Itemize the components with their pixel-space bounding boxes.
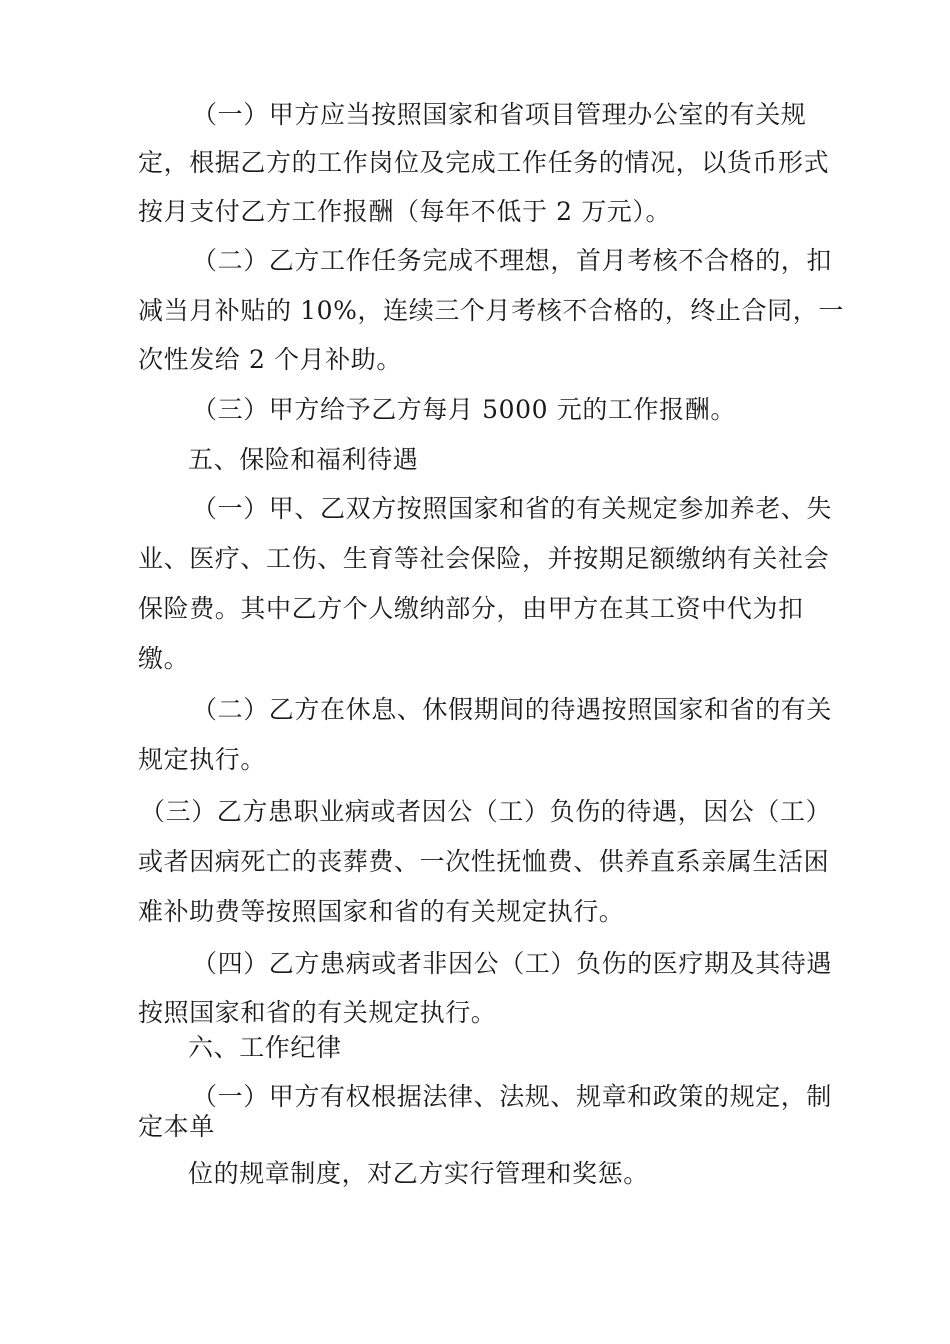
text-line: （三）乙方患职业病或者因公（工）负伤的待遇，因公（工） <box>140 797 832 826</box>
text-line: 定本单 <box>138 1112 215 1141</box>
text-line: 或者因病死亡的丧葬费、一次性抚恤费、供养直系亲属生活困 <box>138 847 830 876</box>
text-line: 定，根据乙方的工作岗位及完成工作任务的情况，以货币形式 <box>138 148 830 177</box>
text-line: 缴。 <box>138 644 190 673</box>
text-line: 次性发给 2 个月补助。 <box>138 345 403 374</box>
text-line: （一）甲方应当按照国家和省项目管理办公室的有关规 <box>192 100 807 129</box>
text-line: 规定执行。 <box>138 745 267 774</box>
section-heading: 五、保险和福利待遇 <box>188 445 419 474</box>
text-line: （一）甲方有权根据法律、法规、规章和政策的规定，制 <box>192 1082 833 1111</box>
text-line: 减当月补贴的 10%，连续三个月考核不合格的，终止合同，一 <box>138 296 844 325</box>
text-line: （四）乙方患病或者非因公（工）负伤的医疗期及其待遇 <box>192 949 833 978</box>
text-line: （三）甲方给予乙方每月 5000 元的工作报酬。 <box>192 395 736 424</box>
text-line: （一）甲、乙双方按照国家和省的有关规定参加养老、失 <box>192 494 833 523</box>
text-line: 难补助费等按照国家和省的有关规定执行。 <box>138 897 625 926</box>
text-line: 业、医疗、工伤、生育等社会保险，并按期足额缴纳有关社会 <box>138 544 830 573</box>
text-line: （二）乙方工作任务完成不理想，首月考核不合格的，扣 <box>192 246 833 275</box>
text-line: 位的规章制度，对乙方实行管理和奖惩。 <box>188 1159 649 1188</box>
text-line: 保险费。其中乙方个人缴纳部分，由甲方在其工资中代为扣 <box>138 594 804 623</box>
text-line: 按照国家和省的有关规定执行。 <box>138 998 497 1027</box>
text-line: （二）乙方在休息、休假期间的待遇按照国家和省的有关 <box>192 695 833 724</box>
text-line: 按月支付乙方工作报酬（每年不低于 2 万元）。 <box>138 197 672 226</box>
section-heading: 六、工作纪律 <box>188 1033 342 1062</box>
